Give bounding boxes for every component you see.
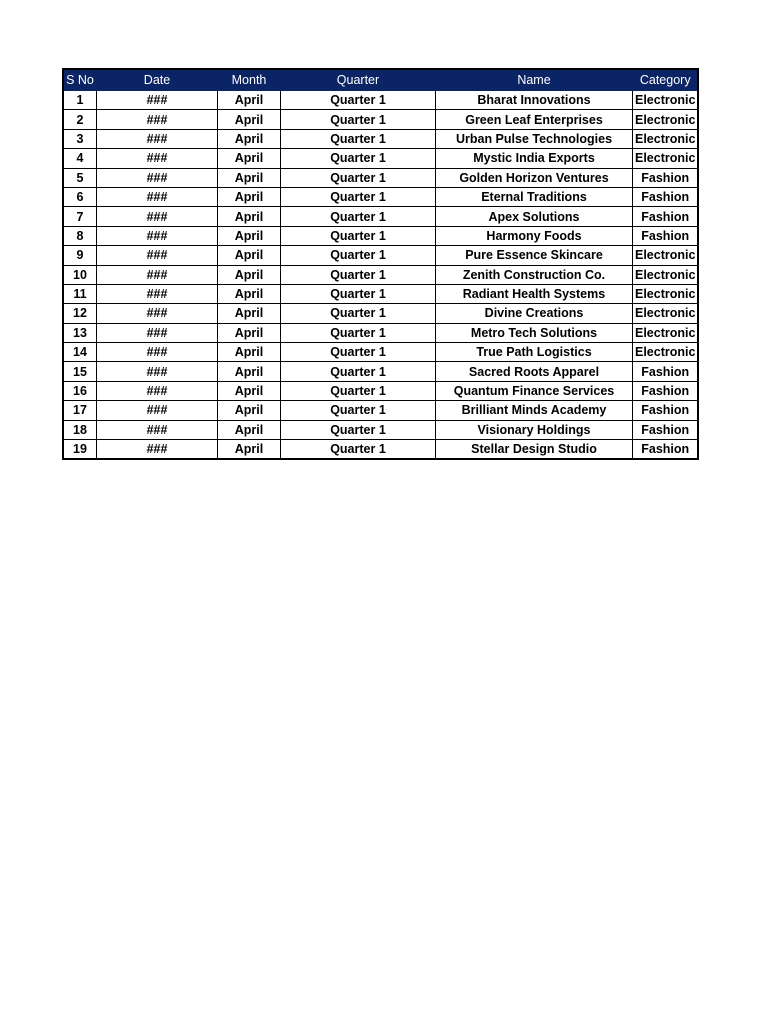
month-cell[interactable]: April [218, 91, 281, 110]
quarter-cell[interactable]: Quarter 1 [281, 110, 436, 129]
s-no-cell[interactable]: 2 [63, 110, 97, 129]
month-cell[interactable]: April [218, 401, 281, 420]
date-cell[interactable]: ### [97, 207, 218, 226]
category-cell[interactable]: Fashion [633, 362, 699, 381]
category-cell[interactable]: Fashion [633, 401, 699, 420]
category-cell[interactable]: Electronic [633, 91, 699, 110]
table-row [63, 362, 698, 381]
s-no-cell[interactable]: 8 [63, 226, 97, 245]
table-row [63, 187, 698, 206]
month-cell[interactable]: April [218, 246, 281, 265]
month-cell[interactable]: April [218, 207, 281, 226]
table-row [63, 110, 698, 129]
header-cell-date[interactable]: Date [97, 69, 218, 91]
table-row [63, 381, 698, 400]
name-cell[interactable]: True Path Logistics [436, 343, 633, 362]
s-no-cell[interactable]: 3 [63, 129, 97, 148]
s-no-cell[interactable]: 17 [63, 401, 97, 420]
date-cell[interactable]: ### [97, 323, 218, 342]
category-cell[interactable]: Fashion [633, 168, 699, 187]
table-row [63, 420, 698, 439]
s-no-cell[interactable]: 5 [63, 168, 97, 187]
name-cell[interactable]: Mystic India Exports [436, 149, 633, 168]
table-row [63, 304, 698, 323]
quarter-cell[interactable]: Quarter 1 [281, 440, 436, 460]
month-cell[interactable]: April [218, 265, 281, 284]
quarter-cell[interactable]: Quarter 1 [281, 381, 436, 400]
quarter-cell[interactable]: Quarter 1 [281, 226, 436, 245]
table-row [63, 168, 698, 187]
table-row [63, 440, 698, 460]
date-cell[interactable]: ### [97, 246, 218, 265]
name-cell[interactable]: Divine Creations [436, 304, 633, 323]
table-row [63, 343, 698, 362]
quarter-cell[interactable]: Quarter 1 [281, 168, 436, 187]
s-no-cell[interactable]: 16 [63, 381, 97, 400]
date-cell[interactable]: ### [97, 265, 218, 284]
quarter-cell[interactable]: Quarter 1 [281, 304, 436, 323]
s-no-cell[interactable]: 19 [63, 440, 97, 460]
table-row [63, 284, 698, 303]
s-no-cell[interactable]: 9 [63, 246, 97, 265]
name-cell[interactable]: Apex Solutions [436, 207, 633, 226]
quarter-cell[interactable]: Quarter 1 [281, 343, 436, 362]
category-cell[interactable]: Electronic [633, 129, 699, 148]
s-no-cell[interactable]: 6 [63, 187, 97, 206]
name-cell[interactable]: Harmony Foods [436, 226, 633, 245]
date-cell[interactable]: ### [97, 343, 218, 362]
month-cell[interactable]: April [218, 343, 281, 362]
name-cell[interactable]: Brilliant Minds Academy [436, 401, 633, 420]
month-cell[interactable]: April [218, 168, 281, 187]
table-row [63, 207, 698, 226]
date-cell[interactable]: ### [97, 304, 218, 323]
category-cell[interactable]: Electronic [633, 265, 699, 284]
name-cell[interactable]: Zenith Construction Co. [436, 265, 633, 284]
quarter-cell[interactable]: Quarter 1 [281, 207, 436, 226]
name-cell[interactable]: Bharat Innovations [436, 91, 633, 110]
month-cell[interactable]: April [218, 381, 281, 400]
s-no-cell[interactable]: 4 [63, 149, 97, 168]
name-cell[interactable]: Radiant Health Systems [436, 284, 633, 303]
name-cell[interactable]: Quantum Finance Services [436, 381, 633, 400]
month-cell[interactable]: April [218, 420, 281, 439]
table-row [63, 91, 698, 110]
quarter-cell[interactable]: Quarter 1 [281, 420, 436, 439]
header-cell-s-no[interactable]: S No [63, 69, 97, 91]
name-cell[interactable]: Stellar Design Studio [436, 440, 633, 460]
name-cell[interactable]: Visionary Holdings [436, 420, 633, 439]
quarter-cell[interactable]: Quarter 1 [281, 246, 436, 265]
s-no-cell[interactable]: 7 [63, 207, 97, 226]
table-header [63, 69, 698, 91]
month-cell[interactable]: April [218, 304, 281, 323]
category-cell[interactable]: Fashion [633, 420, 699, 439]
category-cell[interactable]: Fashion [633, 440, 699, 460]
name-cell[interactable]: Eternal Traditions [436, 187, 633, 206]
table-row [63, 265, 698, 284]
category-cell[interactable]: Electronic [633, 343, 699, 362]
date-cell[interactable]: ### [97, 129, 218, 148]
header-cell-month[interactable]: Month [218, 69, 281, 91]
quarter-cell[interactable]: Quarter 1 [281, 149, 436, 168]
month-cell[interactable]: April [218, 362, 281, 381]
s-no-cell[interactable]: 15 [63, 362, 97, 381]
date-cell[interactable]: ### [97, 362, 218, 381]
category-cell[interactable]: Electronic [633, 110, 699, 129]
date-cell[interactable]: ### [97, 440, 218, 460]
month-cell[interactable]: April [218, 323, 281, 342]
date-cell[interactable]: ### [97, 381, 218, 400]
table-row [63, 129, 698, 148]
name-cell[interactable]: Urban Pulse Technologies [436, 129, 633, 148]
s-no-cell[interactable]: 10 [63, 265, 97, 284]
s-no-cell[interactable]: 1 [63, 91, 97, 110]
category-cell[interactable]: Electronic [633, 149, 699, 168]
category-cell[interactable]: Electronic [633, 284, 699, 303]
date-cell[interactable]: ### [97, 284, 218, 303]
name-cell[interactable]: Golden Horizon Ventures [436, 168, 633, 187]
quarter-cell[interactable]: Quarter 1 [281, 129, 436, 148]
s-no-cell[interactable]: 11 [63, 284, 97, 303]
month-cell[interactable]: April [218, 226, 281, 245]
date-cell[interactable]: ### [97, 420, 218, 439]
table-body [63, 91, 698, 460]
quarter-cell[interactable]: Quarter 1 [281, 362, 436, 381]
category-cell[interactable]: Electronic [633, 304, 699, 323]
category-cell[interactable]: Fashion [633, 207, 699, 226]
category-cell[interactable]: Electronic [633, 246, 699, 265]
table-row [63, 226, 698, 245]
quarter-cell[interactable]: Quarter 1 [281, 265, 436, 284]
name-cell[interactable]: Pure Essence Skincare [436, 246, 633, 265]
table-row [63, 401, 698, 420]
header-cell-name[interactable]: Name [436, 69, 633, 91]
date-cell[interactable]: ### [97, 149, 218, 168]
date-cell[interactable]: ### [97, 226, 218, 245]
month-cell[interactable]: April [218, 149, 281, 168]
quarter-cell[interactable]: Quarter 1 [281, 187, 436, 206]
name-cell[interactable]: Metro Tech Solutions [436, 323, 633, 342]
header-cell-category[interactable]: Category [633, 69, 699, 91]
month-cell[interactable]: April [218, 284, 281, 303]
data-table [62, 68, 699, 460]
month-cell[interactable]: April [218, 110, 281, 129]
month-cell[interactable]: April [218, 187, 281, 206]
month-cell[interactable]: April [218, 129, 281, 148]
category-cell[interactable]: Fashion [633, 226, 699, 245]
table-row [63, 323, 698, 342]
category-cell[interactable]: Fashion [633, 381, 699, 400]
name-cell[interactable]: Green Leaf Enterprises [436, 110, 633, 129]
date-cell[interactable]: ### [97, 91, 218, 110]
quarter-cell[interactable]: Quarter 1 [281, 284, 436, 303]
s-no-cell[interactable]: 13 [63, 323, 97, 342]
category-cell[interactable]: Electronic [633, 323, 699, 342]
quarter-cell[interactable]: Quarter 1 [281, 401, 436, 420]
date-cell[interactable]: ### [97, 401, 218, 420]
table-row [63, 149, 698, 168]
date-cell[interactable]: ### [97, 187, 218, 206]
name-cell[interactable]: Sacred Roots Apparel [436, 362, 633, 381]
s-no-cell[interactable]: 14 [63, 343, 97, 362]
date-cell[interactable]: ### [97, 110, 218, 129]
table-row [63, 246, 698, 265]
quarter-cell[interactable]: Quarter 1 [281, 91, 436, 110]
quarter-cell[interactable]: Quarter 1 [281, 323, 436, 342]
s-no-cell[interactable]: 18 [63, 420, 97, 439]
s-no-cell[interactable]: 12 [63, 304, 97, 323]
header-row [63, 69, 698, 91]
header-cell-quarter[interactable]: Quarter [281, 69, 436, 91]
month-cell[interactable]: April [218, 440, 281, 460]
date-cell[interactable]: ### [97, 168, 218, 187]
category-cell[interactable]: Fashion [633, 187, 699, 206]
